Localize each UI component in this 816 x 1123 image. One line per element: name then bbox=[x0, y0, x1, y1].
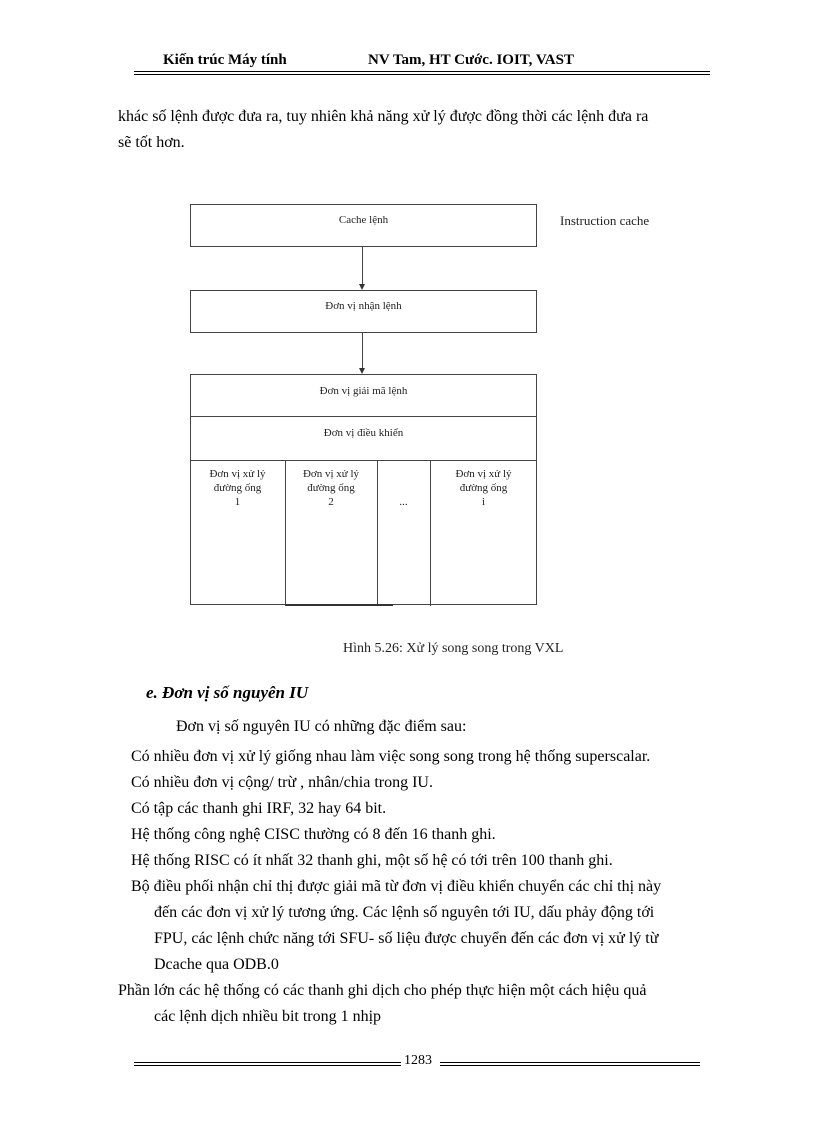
footer-rule-left-bottom bbox=[134, 1065, 401, 1066]
list-item: Có tập các thanh ghi IRF, 32 hay 64 bit. bbox=[131, 800, 387, 817]
footer-rule-left-top bbox=[134, 1062, 401, 1063]
figure-caption: Hình 5.26: Xử lý song song trong VXL bbox=[343, 641, 564, 656]
header-authors: NV Tam, HT Cước. IOIT, VAST bbox=[368, 52, 574, 68]
divider-control-pipes bbox=[190, 460, 537, 461]
list-item-shift-line2: các lệnh dịch nhiều bit trong 1 nhịp bbox=[154, 1008, 382, 1025]
list-item-shift-line1: Phần lớn các hệ thống có các thanh ghi dịch cho phép thực hiện một cách hiệu quả bbox=[118, 982, 647, 999]
instruction-cache-box bbox=[190, 204, 537, 247]
instruction-cache-side-label: Instruction cache bbox=[560, 213, 650, 228]
fetch-unit-box bbox=[190, 290, 537, 333]
pipe-unit-2-line1: Đơn vị xử lý bbox=[302, 468, 360, 480]
pipe-unit-1 bbox=[190, 467, 285, 509]
pipe-unit-i-line2: đường ống bbox=[459, 482, 508, 494]
decode-unit-label: Đơn vị giải mã lệnh bbox=[319, 385, 408, 397]
pipe-unit-i bbox=[430, 467, 537, 509]
list-item: Có nhiều đơn vị xử lý giống nhau làm việc song song trong hệ thống superscalar. bbox=[131, 748, 651, 765]
page-number: 1283 bbox=[404, 1053, 432, 1068]
pipe-unit-1-line3: 1 bbox=[234, 496, 241, 508]
header-rule-top bbox=[134, 71, 710, 72]
divider-decode-control bbox=[190, 416, 537, 417]
pipe-unit-i-line3: i bbox=[481, 496, 486, 508]
list-item: Hệ thống RISC có ít nhất 32 thanh ghi, một số hệ có tới trên 100 thanh ghi. bbox=[131, 852, 613, 869]
pipe-unit-1-line2: đường ống bbox=[213, 482, 262, 494]
list-item: Có nhiều đơn vị cộng/ trừ , nhân/chia trong IU. bbox=[131, 774, 433, 791]
header-title: Kiến trúc Máy tính bbox=[163, 52, 287, 68]
fetch-unit-label: Đơn vị nhận lệnh bbox=[325, 300, 402, 312]
control-unit-label: Đơn vị điều khiển bbox=[323, 427, 404, 439]
list-item-dispatcher-line3: FPU, các lệnh chức năng tới SFU- số liệu được chuyển đến các đơn vị xử lý từ bbox=[154, 930, 659, 947]
pipe-ellipsis-line1 bbox=[377, 467, 430, 481]
section-lead: Đơn vị số nguyên IU có những đặc điểm sau: bbox=[176, 718, 467, 735]
pipe-unit-i-line1: Đơn vị xử lý bbox=[455, 468, 512, 480]
pipe-unit-2 bbox=[285, 467, 377, 509]
list-item-dispatcher-line4: Dcache qua ODB.0 bbox=[154, 956, 279, 973]
arrow-fetch-to-decode bbox=[362, 333, 363, 369]
pipe-bottom-edge bbox=[285, 604, 393, 606]
pipe-unit-ellipsis bbox=[377, 467, 430, 509]
pipe-ellipsis-line3: ... bbox=[399, 496, 408, 508]
list-item: Hệ thống công nghệ CISC thường có 8 đến 16 thanh ghi. bbox=[131, 826, 496, 843]
pipe-unit-1-line1: Đơn vị xử lý bbox=[209, 468, 266, 480]
intro-line-2: sẽ tốt hơn. bbox=[118, 134, 185, 151]
footer-rule-right-bottom bbox=[440, 1065, 700, 1066]
pipe-unit-2-line2: đường ống bbox=[307, 482, 355, 494]
instruction-cache-label: Cache lệnh bbox=[338, 214, 389, 226]
arrow-cache-to-fetch bbox=[362, 247, 363, 285]
list-item-dispatcher-line1: Bộ điều phối nhận chỉ thị được giải mã từ đơn vị điều khiển chuyển các chỉ thị này bbox=[131, 878, 662, 895]
pipe-ellipsis-line2 bbox=[377, 481, 430, 495]
list-item-dispatcher-line2: đến các đơn vị xử lý tương ứng. Các lệnh số nguyên tới IU, dấu phảy động tới bbox=[154, 904, 655, 921]
header-rule-bottom bbox=[134, 74, 710, 75]
intro-line-1: khác số lệnh được đưa ra, tuy nhiên khả năng xử lý được đồng thời các lệnh đưa ra bbox=[118, 108, 649, 125]
pipe-unit-2-line3: 2 bbox=[328, 496, 334, 508]
footer-rule-right-top bbox=[440, 1062, 700, 1063]
section-heading: e. Đơn vị số nguyên IU bbox=[146, 683, 309, 702]
